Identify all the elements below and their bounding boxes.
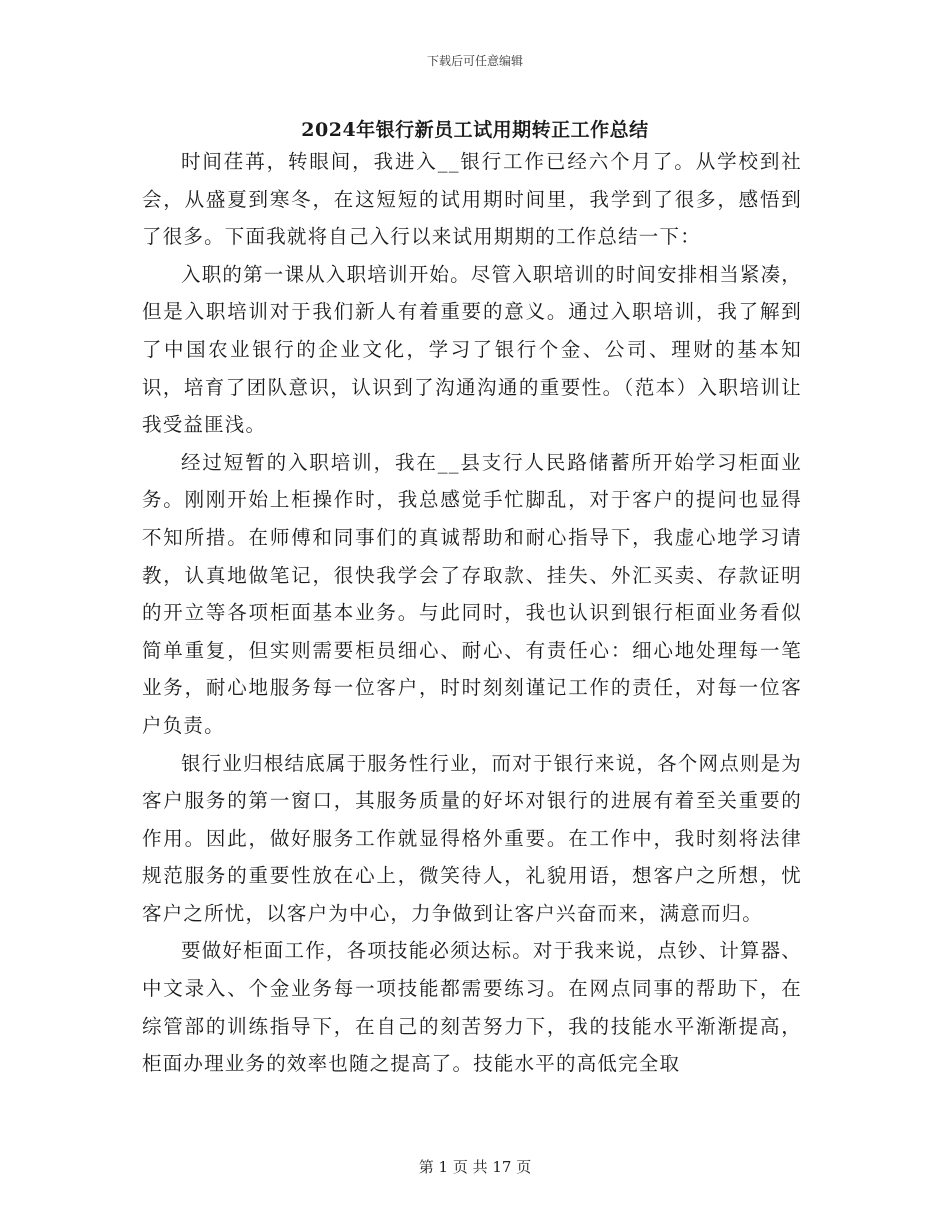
page-header-note: 下载后可任意编辑 (426, 54, 523, 68)
document-body (142, 143, 802, 1083)
page-number: 第 1 页 共 17 页 (418, 1158, 532, 1176)
paragraph: 要做好柜面工作，各项技能必须达标。对于我来说，点钞、计算器、中文录入、个金业务每一项技能都需要练习。在网点同事的帮助下，在综管部的训练指导下，在自己的刻苦努力下，我的技能水平渐渐提高，柜面办理业务的效率也随之提高了。技能水平的高低完全取 (142, 939, 803, 1076)
paragraph: 银行业归根结底属于服务性行业，而对于银行来说，各个网点则是为客户服务的第一窗口，其服务质量的好坏对银行的进展有着至关重要的作用。因此，做好服务工作就显得格外重要。在工作中，我时刻将法律规范服务的重要性放在心上，微笑待人，礼貌用语，想客户之所想，忧客户之所忧，以客户为中心，力争做到让客户兴奋而来，满意而归。 (142, 751, 803, 925)
paragraph: 入职的第一课从入职培训开始。尽管入职培训的时间安排相当紧凑，但是入职培训对于我们新人有着重要的意义。通过入职培训，我了解到了中国农业银行的企业文化，学习了银行个金、公司、理财的基本知识，培育了团队意识，认识到了沟通沟通的重要性。（范本）入职培训让我受益匪浅。 (142, 262, 803, 437)
paragraph: 时间荏苒，转眼间，我进入__银行工作已经六个月了。从学校到社会，从盛夏到寒冬，在这短短的试用期时间里，我学到了很多，感悟到了很多。下面我就将自己入行以来试用期期的工作总结一下： (142, 150, 802, 249)
document-title: 2024年银行新员工试用期转正工作总结 (301, 119, 649, 141)
paragraph: 经过短暂的入职培训，我在__县支行人民路储蓄所开始学习柜面业务。刚刚开始上柜操作时，我总感觉手忙脚乱，对于客户的提问也显得不知所措。在师傅和同事们的真诚帮助和耐心指导下，我虚心地学习请教，认真地做笔记，很快我学会了存取款、挂失、外汇买卖、存款证明的开立等各项柜面基本业务。与此同时，我也认识到银行柜面业务看似简单重复，但实则需要柜员细心、耐心、有责任心：细心地处理每一笔业务，耐心地服务每一位客户，时时刻刻谨记工作的责任，对每一位客户负责。 (142, 450, 802, 737)
